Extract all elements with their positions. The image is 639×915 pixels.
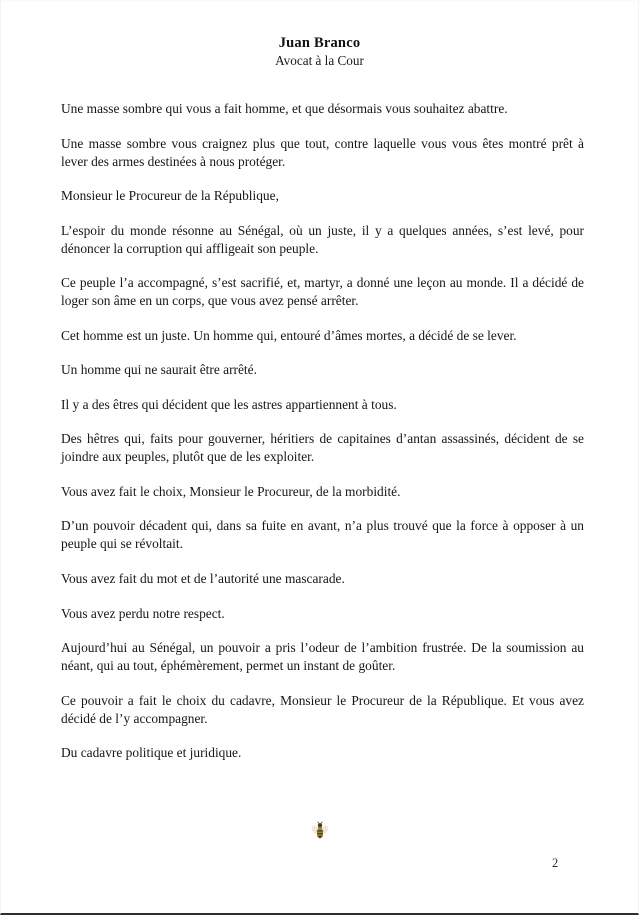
letterhead-role: Avocat à la Cour — [275, 53, 364, 69]
letterhead — [1, 35, 638, 69]
paragraph: Cet homme est un juste. Un homme qui, entouré d’âmes mortes, a décidé de se lever. — [61, 327, 517, 343]
paragraph: L’espoir du monde résonne au Sénégal, où un juste, il y a quelques années, s’est levé, pour dénoncer la corruption qui affligeait son peuple. — [61, 222, 584, 256]
paragraph: Ce peuple l’a accompagné, s’est sacrifié, et, martyr, a donné une leçon au monde. Il a décidé de loger son âme en un corps, que vous avez pensé arrêter. — [61, 275, 584, 309]
paragraph: Vous avez perdu notre respect. — [61, 605, 225, 621]
paragraph: Un homme qui ne saurait être arrêté. — [61, 362, 257, 378]
document-body — [61, 100, 584, 762]
paragraph: Aujourd’hui au Sénégal, un pouvoir a pris l’odeur de l’ambition frustrée. De la soumission au néant, qui au tout, éphémèrement, permet un instant de goûter. — [61, 640, 584, 674]
paragraph: Vous avez fait le choix, Monsieur le Procureur, de la morbidité. — [61, 483, 401, 499]
paragraph: D’un pouvoir décadent qui, dans sa fuite en avant, n’a plus trouvé que la force à opposer à un peuple qui se révoltait. — [61, 518, 584, 552]
footer-ornament — [1, 821, 638, 847]
bee-icon — [312, 821, 328, 843]
paragraph: Ce pouvoir a fait le choix du cadavre, Monsieur le Procureur de la République. Et vous avez décidé de l’y accompagner. — [61, 692, 584, 726]
salutation-paragraph: Monsieur le Procureur de la République, — [61, 188, 279, 204]
paragraph: Du cadavre politique et juridique. — [61, 745, 242, 761]
letterhead-name: Juan Branco — [278, 35, 361, 51]
page-number-value: 2 — [552, 856, 559, 870]
paragraph: Vous avez fait du mot et de l’autorité une mascarade. — [61, 571, 345, 586]
paragraph: Il y a des êtres qui décident que les astres appartiennent à tous. — [61, 396, 397, 412]
paragraph: Des hêtres qui, faits pour gouverner, héritiers de capitaines d’antan assassinés, décident de se joindre aux peuples, plutôt que de les exploiter. — [61, 431, 584, 465]
paragraph: Une masse sombre vous craignez plus que tout, contre laquelle vous vous êtes montré prêt à lever des armes destinées à nous protéger. — [61, 135, 584, 169]
paragraph: Une masse sombre qui vous a fait homme, et que désormais vous souhaitez abattre. — [61, 101, 508, 116]
